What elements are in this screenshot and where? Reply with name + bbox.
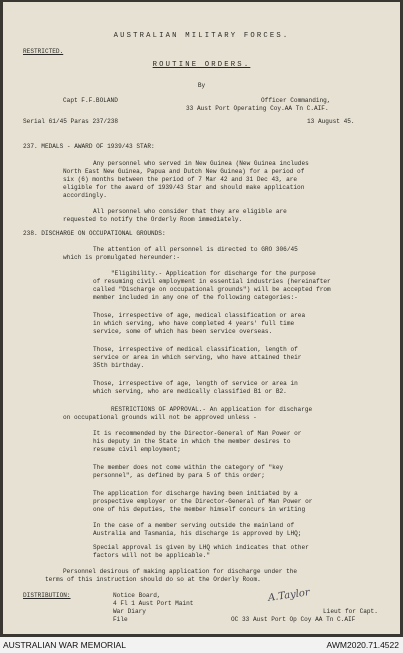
text-line: which serving, who are medically classified B1 or B2. <box>93 388 287 395</box>
text-line: service, some of which has been service overseas. <box>93 328 273 335</box>
text-line: one of his deputies, the member himself concurs in writing <box>93 506 306 513</box>
text-line: Those, irrespective of age, length of service or area in <box>93 380 298 387</box>
distribution-item: War Diary <box>113 608 146 615</box>
text-line: It is recommended by the Director-General of Man Power or <box>93 430 302 437</box>
restricted-label: RESTRICTED. <box>23 48 64 55</box>
text-line: resume civil employment; <box>93 446 181 453</box>
text-line: member included in any one of the following categories:- <box>93 294 298 301</box>
officer-title: Officer Commanding, <box>261 97 331 104</box>
signature: A.Taylor <box>267 587 311 604</box>
text-line: six (6) months between the period of 7 Mar 42 and 31 Dec 43, are <box>63 176 298 183</box>
footer-accession-id: AWM2020.71.4522 <box>326 640 399 650</box>
doc-heading: ROUTINE ORDERS. <box>152 61 251 69</box>
text-line: Special approval is given by LHQ which indicates that other <box>93 544 309 551</box>
text-line: The application for discharge having been initiated by a <box>93 490 298 497</box>
text-line: RESTRICTIONS OF APPROVAL.- An application for discharge <box>111 406 313 413</box>
text-line: service or area in which serving, who have attained their <box>93 354 302 361</box>
text-line: 35th birthday. <box>93 362 145 369</box>
text-line: terms of this instruction should do so at the Orderly Room. <box>45 576 261 583</box>
text-line: The attention of all personnel is directed to GRO 306/45 <box>93 246 298 253</box>
text-line: in which serving, who have completed 4 years' full time <box>93 320 295 327</box>
distribution-item: File <box>113 616 128 623</box>
text-line: prospective employer or the Director-General of Man Power or <box>93 498 313 505</box>
text-line: "Eligibility.- Application for discharge for the purpose <box>111 270 316 277</box>
text-line: which is promulgated hereunder:- <box>63 254 181 261</box>
text-line: Those, irrespective of medical classification, length of <box>93 346 298 353</box>
archive-footer <box>0 637 403 653</box>
officer-name: Capt F.F.BOLAND <box>63 97 118 104</box>
para-237-heading: 237. MEDALS - AWARD OF 1939/43 STAR: <box>23 143 155 150</box>
serial-number: Serial 61/45 Paras 237/238 <box>23 118 119 125</box>
text-line: personnel", as defined by para 5 of this order; <box>93 472 265 479</box>
text-line: eligible for the award of 1939/43 Star and should make application <box>63 184 305 191</box>
text-line: The member does not come within the category of "key <box>93 464 284 471</box>
text-line: Any personnel who served in New Guinea (New Guinea includes <box>93 160 309 167</box>
text-line: his deputy in the State in which the member desires to <box>93 438 291 445</box>
text-line: on occupational grounds will not be approved unless - <box>63 414 257 421</box>
text-line: factors will not be applicable." <box>93 552 211 559</box>
text-line: Those, irrespective of age, medical classification or area <box>93 312 306 319</box>
text-line: of resuming civil employment in essential industries (hereinafter <box>93 278 331 285</box>
text-line: All personnel who consider that they are eligible are <box>93 208 287 215</box>
by-label: By <box>197 82 206 89</box>
text-line: North East New Guinea, Papua and Dutch New Guinea) for a period of <box>63 168 305 175</box>
distribution-item: 4 Fl 1 Aust Port Maint <box>113 600 194 607</box>
doc-date: 13 August 45. <box>307 118 355 125</box>
unit-name: 33 Aust Port Operating Coy.AA Tn C.AIF. <box>186 105 329 112</box>
text-line: accordingly. <box>63 192 107 199</box>
distribution-label: DISTRIBUTION: <box>23 592 71 599</box>
footer-institution: AUSTRALIAN WAR MEMORIAL <box>3 640 126 650</box>
document-page <box>3 2 400 634</box>
signatory-unit: OC 33 Aust Port Op Coy AA Tn C.AIF <box>231 616 356 623</box>
text-line: Personnel desirous of making application for discharge under the <box>63 568 298 575</box>
para-238-heading: 238. DISCHARGE ON OCCUPATIONAL GROUNDS: <box>23 230 166 237</box>
text-line: called "Discharge on occupational grounds") will be accepted from <box>93 286 331 293</box>
distribution-item: Notice Board, <box>113 592 161 599</box>
doc-title: AUSTRALIAN MILITARY FORCES. <box>113 32 290 40</box>
text-line: In the case of a member serving outside the mainland of <box>93 522 295 529</box>
signatory-rank: Lieut for Capt. <box>323 608 378 615</box>
text-line: Australia and Tasmania, his discharge is approved by LHQ; <box>93 530 302 537</box>
text-line: requested to notify the Orderly Room immediately. <box>63 216 243 223</box>
